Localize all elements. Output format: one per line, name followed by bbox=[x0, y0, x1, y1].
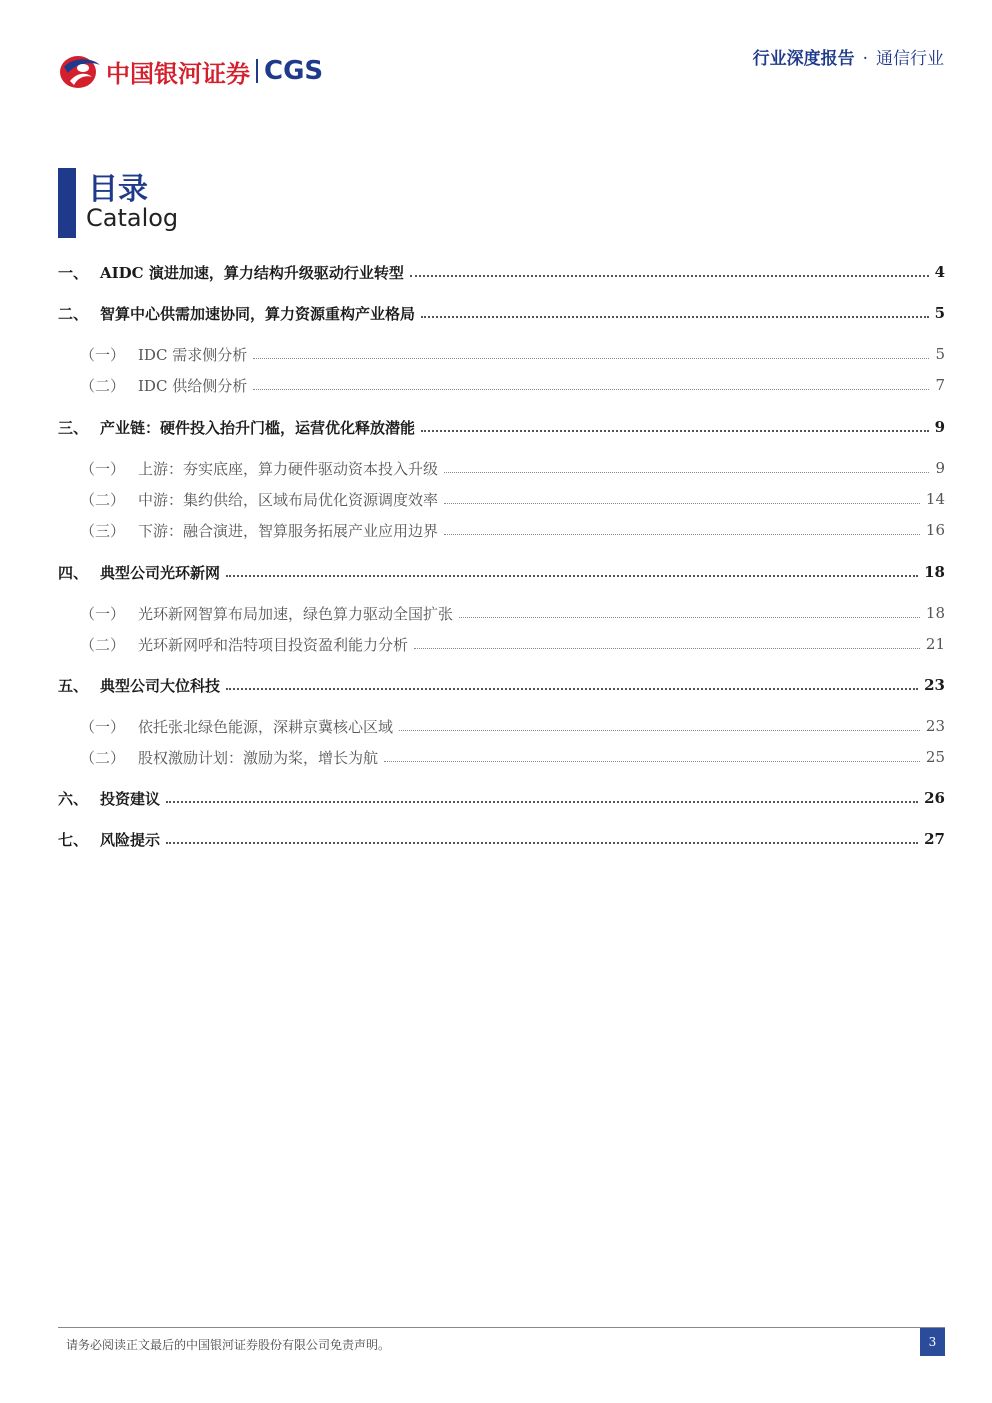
toc-entry-number: 七、 bbox=[58, 830, 89, 849]
toc-entry-number: （二） bbox=[80, 748, 126, 767]
toc-entry-title: 光环新网呼和浩特项目投资盈利能力分析 bbox=[138, 635, 409, 654]
logo-cgs: CGS bbox=[264, 56, 324, 86]
page-header bbox=[0, 0, 992, 100]
toc-entry-title: 股权激励计划：激励为桨，增长为航 bbox=[138, 748, 379, 767]
toc-dot-leader bbox=[414, 648, 920, 649]
toc-entry-title: 投资建议 bbox=[100, 789, 161, 808]
toc-entry-page: 23 bbox=[924, 676, 945, 694]
toc-entry-number: （二） bbox=[80, 376, 126, 395]
toc-entry-title: 产业链：硬件投入抬升门槛，运营优化释放潜能 bbox=[100, 418, 416, 437]
toc-entry-title: 典型公司大位科技 bbox=[100, 676, 221, 695]
toc-entry[interactable] bbox=[58, 601, 945, 625]
footer-divider bbox=[58, 1327, 945, 1328]
toc-entry-page: 18 bbox=[924, 563, 945, 581]
toc-entry-page: 23 bbox=[925, 717, 945, 735]
toc-dot-leader bbox=[384, 761, 920, 762]
toc-entry-number: （三） bbox=[80, 521, 126, 540]
toc-entry-page: 9 bbox=[934, 418, 945, 436]
toc-entry[interactable] bbox=[58, 632, 945, 656]
catalog-subtitle: Catalog bbox=[86, 204, 179, 232]
footer-disclaimer: 请务必阅读正文最后的中国银河证券股份有限公司免责声明。 bbox=[66, 1338, 391, 1352]
toc-entry-number: 六、 bbox=[58, 789, 89, 808]
toc-dot-leader bbox=[421, 316, 929, 318]
toc-entry[interactable] bbox=[58, 415, 945, 439]
toc-dot-leader bbox=[421, 430, 929, 432]
toc-dot-leader bbox=[166, 801, 918, 803]
toc-entry[interactable] bbox=[58, 827, 945, 851]
toc-entry-title: 中游：集约供给，区域布局优化资源调度效率 bbox=[138, 490, 439, 509]
toc-entry-title: 典型公司光环新网 bbox=[100, 563, 221, 582]
toc-entry[interactable] bbox=[58, 373, 945, 397]
toc-entry-title: 下游：融合演进，智算服务拓展产业应用边界 bbox=[138, 521, 439, 540]
toc-entry-page: 16 bbox=[925, 521, 945, 539]
toc-entry-title: AIDC 演进加速，算力结构升级驱动行业转型 bbox=[100, 263, 404, 282]
toc-entry-number: （一） bbox=[80, 459, 126, 478]
toc-dot-leader bbox=[253, 358, 929, 359]
toc-entry-title: 上游：夯实底座，算力硬件驱动资本投入升级 bbox=[138, 459, 439, 478]
toc-entry[interactable] bbox=[58, 260, 945, 284]
toc-entry-page: 5 bbox=[934, 304, 945, 322]
toc-entry-page: 21 bbox=[925, 635, 945, 653]
toc-entry-page: 7 bbox=[935, 376, 945, 394]
toc-dot-leader bbox=[410, 275, 929, 277]
toc-dot-leader bbox=[444, 534, 920, 535]
toc-entry-page: 5 bbox=[935, 345, 945, 363]
toc-dot-leader bbox=[253, 389, 929, 390]
toc-entry-title: IDC 需求侧分析 bbox=[138, 345, 248, 364]
toc-entry-title: 风险提示 bbox=[100, 830, 161, 849]
toc-dot-leader bbox=[166, 842, 918, 844]
toc-dot-leader bbox=[444, 472, 929, 473]
toc-entry-title: 依托张北绿色能源，深耕京冀核心区域 bbox=[138, 717, 394, 736]
toc-entry-page: 27 bbox=[924, 830, 945, 848]
toc-entry[interactable] bbox=[58, 487, 945, 511]
toc-dot-leader bbox=[399, 730, 920, 731]
toc-entry-title: 智算中心供需加速协同，算力资源重构产业格局 bbox=[100, 304, 416, 323]
toc-entry-number: 四、 bbox=[58, 563, 89, 582]
toc-entry[interactable] bbox=[58, 786, 945, 810]
toc-entry-page: 9 bbox=[935, 459, 945, 477]
toc-entry-number: 三、 bbox=[58, 418, 89, 437]
logo-divider bbox=[256, 59, 258, 83]
toc-entry-number: （二） bbox=[80, 490, 126, 509]
toc-entry-page: 18 bbox=[925, 604, 945, 622]
toc-entry[interactable] bbox=[58, 456, 945, 480]
toc-entry-title: IDC 供给侧分析 bbox=[138, 376, 248, 395]
cgs-logo-icon bbox=[58, 51, 102, 91]
toc-entry-number: 一、 bbox=[58, 263, 89, 282]
toc-entry[interactable] bbox=[58, 714, 945, 738]
toc-entry-title: 光环新网智算布局加速，绿色算力驱动全国扩张 bbox=[138, 604, 454, 623]
report-type-label bbox=[753, 44, 944, 69]
page-number: 3 bbox=[920, 1328, 945, 1356]
toc-entry-page: 25 bbox=[925, 748, 945, 766]
toc-entry-number: 五、 bbox=[58, 676, 89, 695]
toc-entry-page: 26 bbox=[924, 789, 945, 807]
toc-entry-number: （一） bbox=[80, 345, 126, 364]
toc-entry[interactable] bbox=[58, 342, 945, 366]
toc-entry-number: 二、 bbox=[58, 304, 89, 323]
toc-dot-leader bbox=[459, 617, 920, 618]
toc-entry-number: （二） bbox=[80, 635, 126, 654]
toc-dot-leader bbox=[444, 503, 920, 504]
toc-entry-page: 4 bbox=[934, 263, 945, 281]
toc-entry[interactable] bbox=[58, 745, 945, 769]
toc-dot-leader bbox=[226, 575, 918, 577]
toc-entry-number: （一） bbox=[80, 604, 126, 623]
toc-dot-leader bbox=[226, 688, 918, 690]
separator-dot: · bbox=[862, 49, 868, 69]
catalog-title: 目录 bbox=[88, 172, 148, 207]
industry-name: 通信行业 bbox=[876, 49, 944, 69]
logo-text: 中国银河证券 bbox=[106, 59, 250, 88]
toc-entry-page: 14 bbox=[925, 490, 945, 508]
toc-entry[interactable] bbox=[58, 301, 945, 325]
catalog-accent-bar bbox=[58, 168, 76, 238]
toc-entry-number: （一） bbox=[80, 717, 126, 736]
toc-entry[interactable] bbox=[58, 673, 945, 697]
company-logo bbox=[58, 51, 323, 91]
report-type: 行业深度报告 bbox=[752, 49, 855, 69]
toc-entry[interactable] bbox=[58, 560, 945, 584]
toc-entry[interactable] bbox=[58, 518, 945, 542]
